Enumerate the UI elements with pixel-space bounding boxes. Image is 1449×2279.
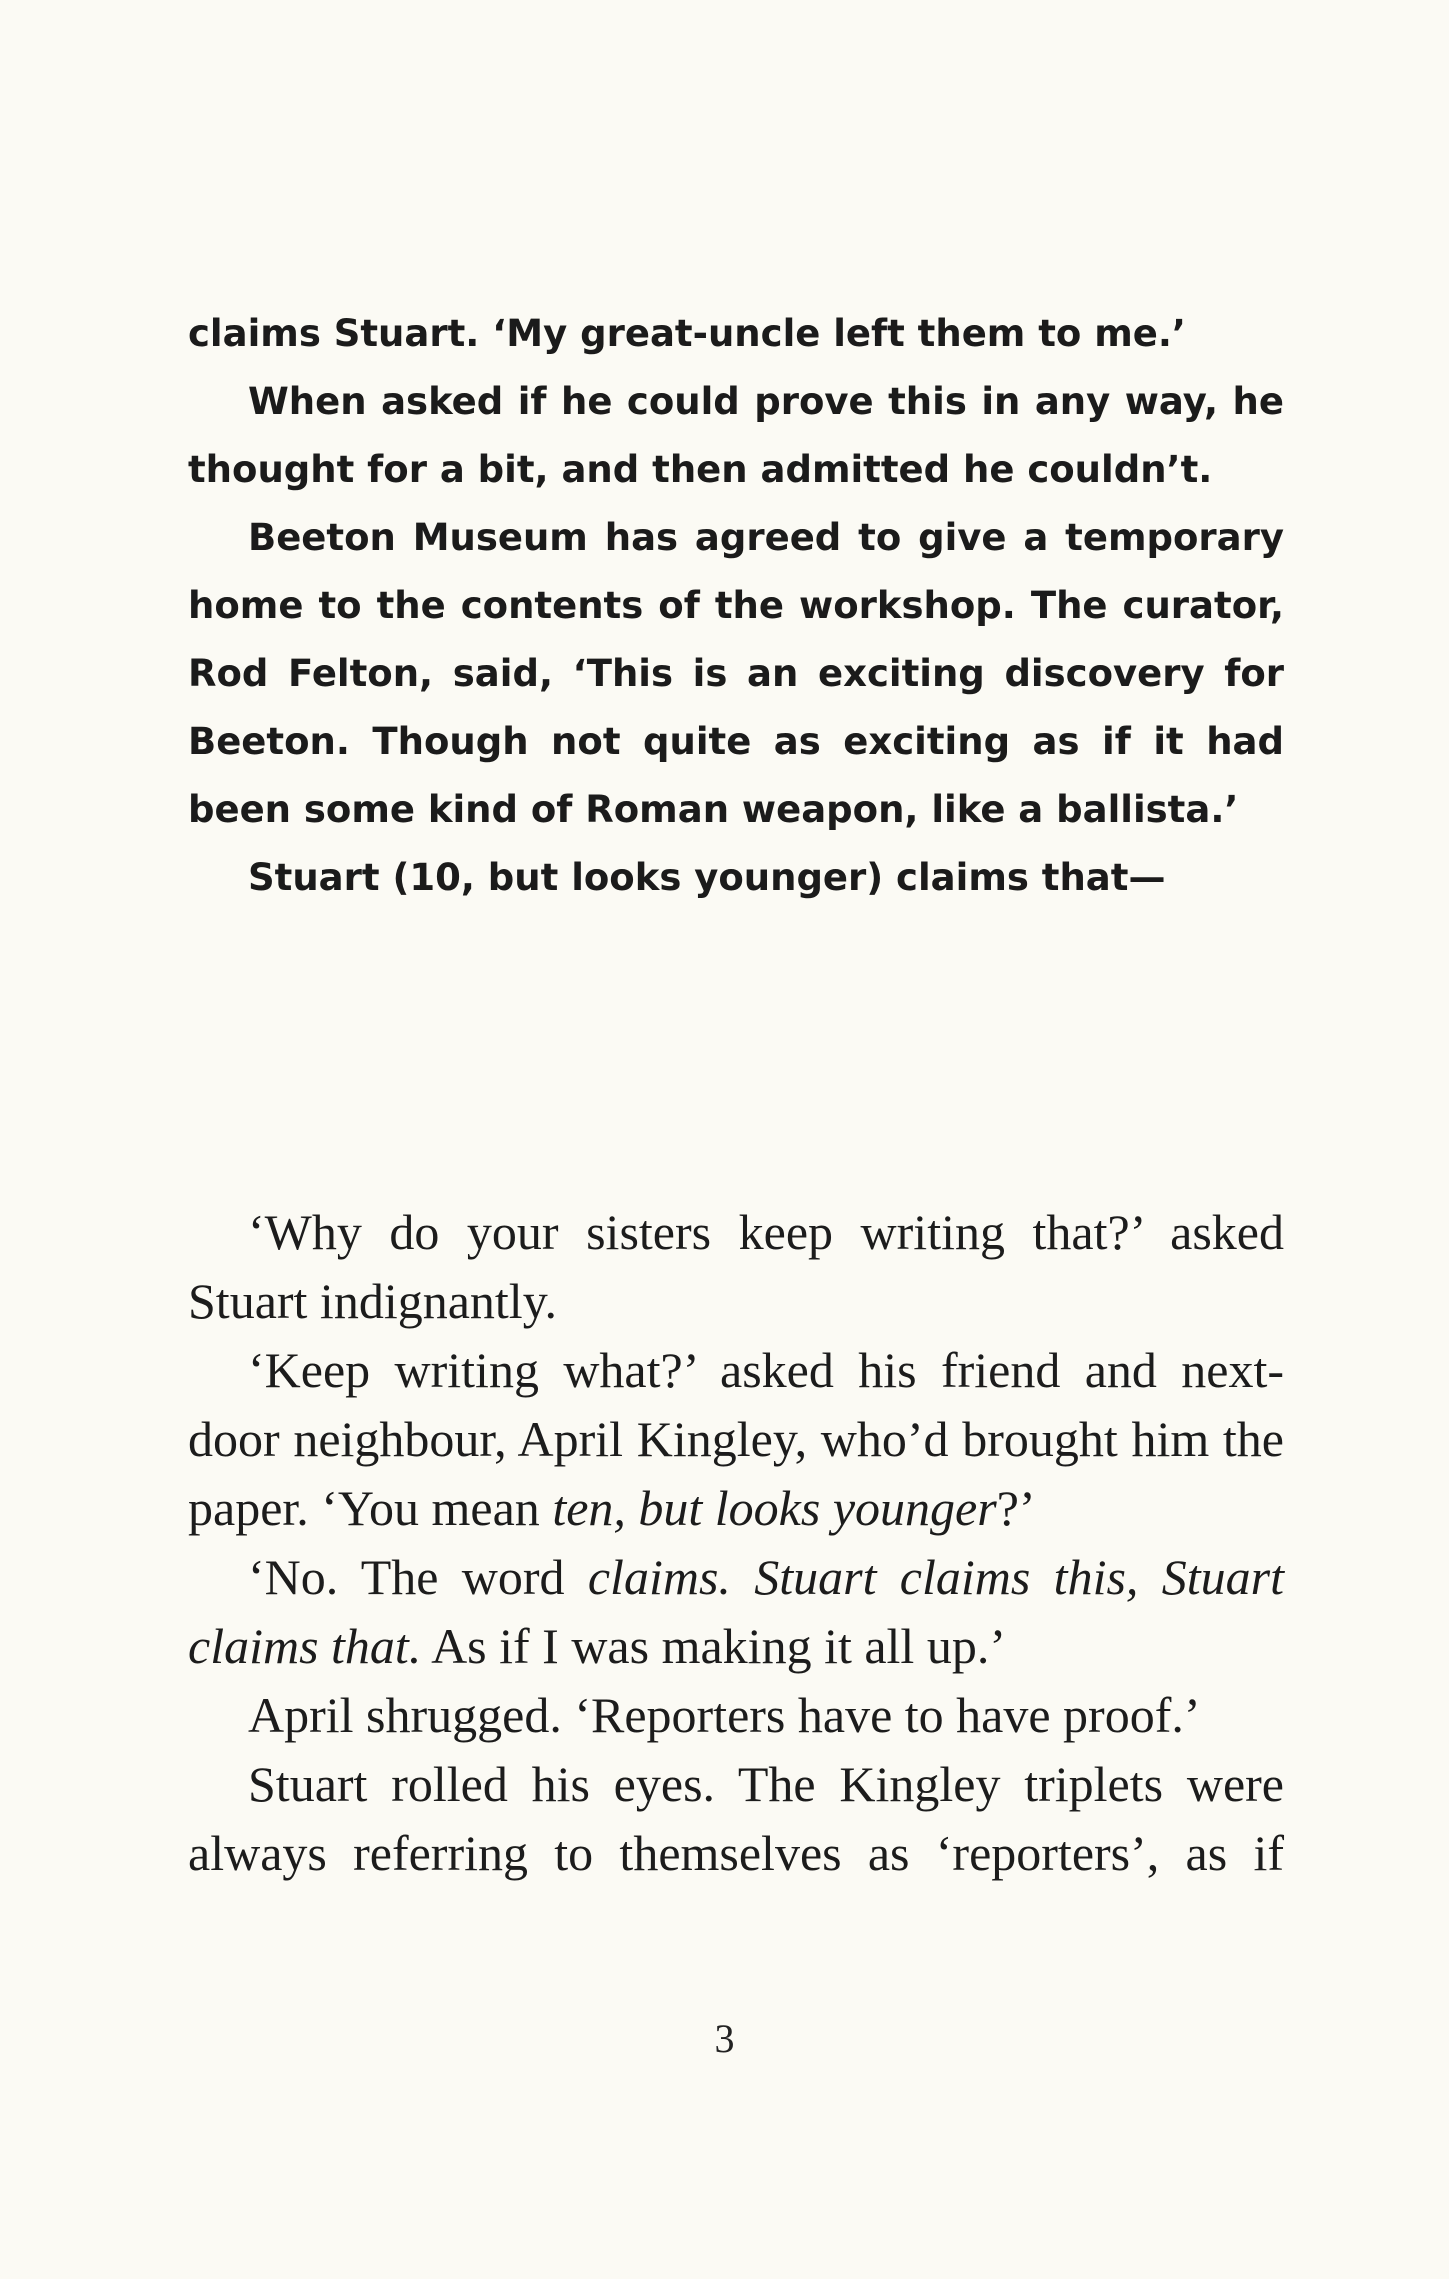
excerpt-paragraph: claims Stuart. ‘My great-uncle left them to me.’ xyxy=(188,312,1186,355)
story-text-run: As if I was making it all up.’ xyxy=(421,1618,1006,1674)
story-text-run: ‘Keep writing what?’ asked his friend and next-door neighbour, April Kingley, who’d brought him the paper. ‘You mean xyxy=(188,1342,1284,1536)
excerpt-paragraph: Stuart (10, but looks younger) claims that— xyxy=(248,856,1166,899)
story-paragraph: April shrugged. ‘Reporters have to have proof.’ xyxy=(248,1687,1201,1743)
story-paragraph xyxy=(188,1543,1284,1681)
story-italic-run: claims. Stuart claims this, Stuart claims that. xyxy=(188,1549,1284,1674)
story-paragraph xyxy=(188,1336,1284,1543)
excerpt-paragraph: When asked if he could prove this in any way, he thought for a bit, and then admitted he couldn’t. xyxy=(188,380,1284,491)
excerpt-paragraph: Beeton Museum has agreed to give a temporary home to the contents of the workshop. The curator, Rod Felton, said, ‘This is an exciting discovery for Beeton. Though not quite as exciting as if it had been some kind of Roman weapon, like a ballista.’ xyxy=(188,516,1284,831)
story-text-run: ‘No. The word xyxy=(248,1549,588,1605)
story-text xyxy=(188,1198,1284,1888)
story-italic-run: ten, but looks younger xyxy=(552,1480,997,1536)
newspaper-excerpt xyxy=(188,300,1284,912)
page-number: 3 xyxy=(714,2016,735,2061)
story-paragraph: Stuart rolled his eyes. The Kingley triplets were always referring to themselves as ‘reporters’, as if xyxy=(188,1756,1284,1881)
story-text-run: ?’ xyxy=(996,1480,1036,1536)
story-paragraph: ‘Why do your sisters keep writing that?’ asked Stuart indignantly. xyxy=(188,1204,1284,1329)
